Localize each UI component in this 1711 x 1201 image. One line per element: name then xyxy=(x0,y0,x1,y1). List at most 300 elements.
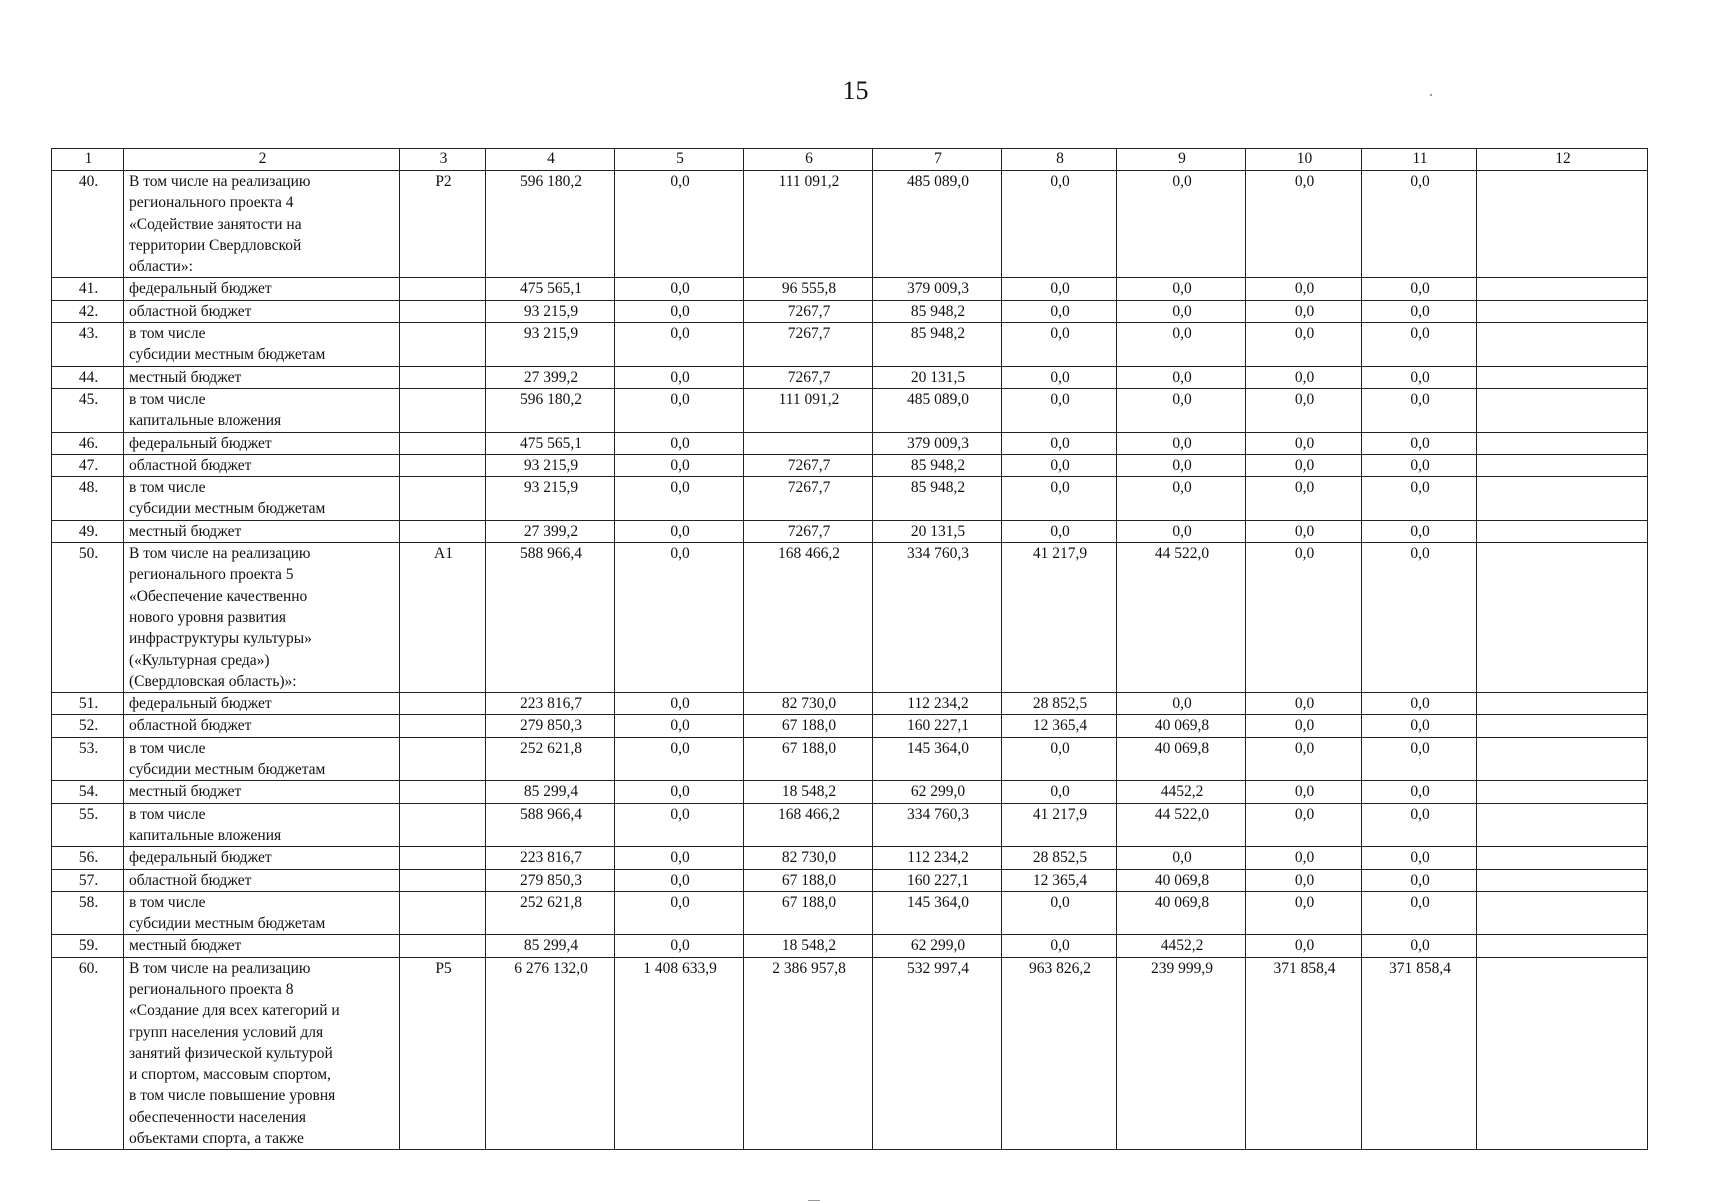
value-col-6: 18 548,2 xyxy=(744,935,873,957)
value-col-10: 0,0 xyxy=(1246,935,1362,957)
value-col-5: 0,0 xyxy=(615,869,744,891)
table-row xyxy=(52,388,1648,432)
value-col-10: 0,0 xyxy=(1246,891,1362,935)
row-code xyxy=(400,454,486,476)
table-row xyxy=(52,891,1648,935)
row-name-line: местный бюджет xyxy=(129,937,242,955)
row-name xyxy=(124,300,400,322)
header-cell: 6 xyxy=(744,149,873,171)
value-col-6: 67 188,0 xyxy=(744,715,873,737)
table-row xyxy=(52,543,1648,693)
value-col-10: 0,0 xyxy=(1246,388,1362,432)
row-code: Р2 xyxy=(400,171,486,278)
value-col-9: 0,0 xyxy=(1117,520,1246,542)
header-cell: 9 xyxy=(1117,149,1246,171)
row-code xyxy=(400,869,486,891)
value-col-12 xyxy=(1477,693,1648,715)
row-code xyxy=(400,737,486,781)
value-col-8: 0,0 xyxy=(1002,300,1117,322)
value-col-12 xyxy=(1477,957,1648,1150)
value-col-8: 0,0 xyxy=(1002,388,1117,432)
row-name-line: областной бюджет xyxy=(129,871,252,889)
row-number: 51. xyxy=(52,693,124,715)
row-name-line: местный бюджет xyxy=(129,522,242,540)
value-col-8: 0,0 xyxy=(1002,432,1117,454)
row-code xyxy=(400,477,486,521)
value-col-7: 160 227,1 xyxy=(873,715,1002,737)
value-col-6: 7267,7 xyxy=(744,477,873,521)
value-col-9: 0,0 xyxy=(1117,477,1246,521)
value-col-6: 82 730,0 xyxy=(744,693,873,715)
value-col-8: 0,0 xyxy=(1002,477,1117,521)
value-col-9: 0,0 xyxy=(1117,300,1246,322)
row-number: 50. xyxy=(52,543,124,693)
value-col-11: 371 858,4 xyxy=(1362,957,1477,1150)
value-col-10: 0,0 xyxy=(1246,323,1362,367)
value-col-7: 62 299,0 xyxy=(873,935,1002,957)
value-col-6: 67 188,0 xyxy=(744,891,873,935)
value-col-4: 475 565,1 xyxy=(486,432,615,454)
row-name-line: регионального проекта 4 xyxy=(129,194,294,212)
row-number: 52. xyxy=(52,715,124,737)
value-col-10: 0,0 xyxy=(1246,300,1362,322)
row-name-line: субсидии местным бюджетам xyxy=(129,346,326,364)
value-col-9: 40 069,8 xyxy=(1117,715,1246,737)
value-col-11: 0,0 xyxy=(1362,869,1477,891)
value-col-5: 0,0 xyxy=(615,543,744,693)
value-col-4: 475 565,1 xyxy=(486,278,615,300)
value-col-6: 96 555,8 xyxy=(744,278,873,300)
row-number: 43. xyxy=(52,323,124,367)
row-name xyxy=(124,737,400,781)
table-row xyxy=(52,935,1648,957)
value-col-11: 0,0 xyxy=(1362,693,1477,715)
value-col-6: 168 466,2 xyxy=(744,543,873,693)
row-name-line: территории Свердловской xyxy=(129,236,302,254)
row-name xyxy=(124,323,400,367)
row-name xyxy=(124,520,400,542)
value-col-7: 85 948,2 xyxy=(873,454,1002,476)
value-col-5: 0,0 xyxy=(615,477,744,521)
value-col-6 xyxy=(744,432,873,454)
table-row xyxy=(52,323,1648,367)
value-col-12 xyxy=(1477,715,1648,737)
row-code xyxy=(400,520,486,542)
table-body xyxy=(52,149,1648,1150)
value-col-4: 93 215,9 xyxy=(486,454,615,476)
value-col-8: 0,0 xyxy=(1002,323,1117,367)
row-name-line: («Культурная среда») xyxy=(129,651,270,669)
value-col-6: 7267,7 xyxy=(744,454,873,476)
value-col-11: 0,0 xyxy=(1362,366,1477,388)
value-col-7: 485 089,0 xyxy=(873,388,1002,432)
value-col-5: 0,0 xyxy=(615,171,744,278)
value-col-4: 93 215,9 xyxy=(486,300,615,322)
value-col-4: 279 850,3 xyxy=(486,869,615,891)
row-code xyxy=(400,432,486,454)
value-col-8: 0,0 xyxy=(1002,171,1117,278)
value-col-9: 0,0 xyxy=(1117,388,1246,432)
value-col-12 xyxy=(1477,935,1648,957)
value-col-8: 0,0 xyxy=(1002,891,1117,935)
value-col-12 xyxy=(1477,737,1648,781)
value-col-9: 0,0 xyxy=(1117,323,1246,367)
value-col-8: 0,0 xyxy=(1002,454,1117,476)
value-col-10: 0,0 xyxy=(1246,520,1362,542)
row-code xyxy=(400,693,486,715)
value-col-7: 379 009,3 xyxy=(873,278,1002,300)
row-name-line: В том числе на реализацию xyxy=(129,545,311,563)
value-col-11: 0,0 xyxy=(1362,300,1477,322)
value-col-12 xyxy=(1477,869,1648,891)
row-number: 59. xyxy=(52,935,124,957)
row-name-line: (Свердловская область)»: xyxy=(129,672,297,690)
table-row xyxy=(52,737,1648,781)
value-col-7: 334 760,3 xyxy=(873,543,1002,693)
value-col-11: 0,0 xyxy=(1362,781,1477,803)
value-col-12 xyxy=(1477,477,1648,521)
row-name-line: федеральный бюджет xyxy=(129,280,272,298)
budget-table xyxy=(51,148,1648,1150)
value-col-12 xyxy=(1477,520,1648,542)
value-col-9: 4452,2 xyxy=(1117,781,1246,803)
value-col-11: 0,0 xyxy=(1362,803,1477,847)
value-col-11: 0,0 xyxy=(1362,935,1477,957)
value-col-11: 0,0 xyxy=(1362,323,1477,367)
value-col-8: 0,0 xyxy=(1002,737,1117,781)
value-col-8: 0,0 xyxy=(1002,366,1117,388)
value-col-12 xyxy=(1477,803,1648,847)
value-col-12 xyxy=(1477,891,1648,935)
row-name-line: «Создание для всех категорий и xyxy=(129,1002,340,1020)
table-row xyxy=(52,477,1648,521)
value-col-9: 0,0 xyxy=(1117,366,1246,388)
value-col-7: 485 089,0 xyxy=(873,171,1002,278)
value-col-6: 7267,7 xyxy=(744,520,873,542)
value-col-10: 0,0 xyxy=(1246,869,1362,891)
value-col-11: 0,0 xyxy=(1362,171,1477,278)
row-name xyxy=(124,957,400,1150)
value-col-7: 85 948,2 xyxy=(873,300,1002,322)
table-row xyxy=(52,278,1648,300)
value-col-5: 0,0 xyxy=(615,278,744,300)
row-number: 58. xyxy=(52,891,124,935)
value-col-9: 0,0 xyxy=(1117,278,1246,300)
value-col-4: 93 215,9 xyxy=(486,323,615,367)
value-col-10: 371 858,4 xyxy=(1246,957,1362,1150)
value-col-6: 67 188,0 xyxy=(744,737,873,781)
value-col-4: 252 621,8 xyxy=(486,737,615,781)
header-cell: 8 xyxy=(1002,149,1117,171)
value-col-9: 4452,2 xyxy=(1117,935,1246,957)
row-number: 40. xyxy=(52,171,124,278)
row-name xyxy=(124,278,400,300)
value-col-9: 40 069,8 xyxy=(1117,737,1246,781)
row-code xyxy=(400,715,486,737)
row-name xyxy=(124,803,400,847)
value-col-4: 27 399,2 xyxy=(486,520,615,542)
value-col-11: 0,0 xyxy=(1362,477,1477,521)
value-col-7: 62 299,0 xyxy=(873,781,1002,803)
row-name-line: инфраструктуры культуры» xyxy=(129,630,312,648)
value-col-10: 0,0 xyxy=(1246,454,1362,476)
value-col-11: 0,0 xyxy=(1362,454,1477,476)
value-col-6: 18 548,2 xyxy=(744,781,873,803)
row-name-line: нового уровня развития xyxy=(129,608,287,626)
value-col-11: 0,0 xyxy=(1362,715,1477,737)
value-col-6: 168 466,2 xyxy=(744,803,873,847)
header-cell: 11 xyxy=(1362,149,1477,171)
row-name xyxy=(124,388,400,432)
value-col-5: 0,0 xyxy=(615,432,744,454)
value-col-9: 40 069,8 xyxy=(1117,891,1246,935)
value-col-7: 85 948,2 xyxy=(873,323,1002,367)
value-col-10: 0,0 xyxy=(1246,781,1362,803)
value-col-7: 85 948,2 xyxy=(873,477,1002,521)
row-name-line: субсидии местным бюджетам xyxy=(129,761,326,779)
row-number: 55. xyxy=(52,803,124,847)
value-col-12 xyxy=(1477,454,1648,476)
value-col-11: 0,0 xyxy=(1362,891,1477,935)
value-col-11: 0,0 xyxy=(1362,278,1477,300)
table-row xyxy=(52,803,1648,847)
value-col-7: 20 131,5 xyxy=(873,520,1002,542)
value-col-5: 0,0 xyxy=(615,520,744,542)
row-name xyxy=(124,693,400,715)
row-name-line: объектами спорта, а также xyxy=(129,1130,304,1148)
row-code xyxy=(400,891,486,935)
value-col-8: 963 826,2 xyxy=(1002,957,1117,1150)
value-col-5: 0,0 xyxy=(615,323,744,367)
value-col-8: 28 852,5 xyxy=(1002,693,1117,715)
table-row xyxy=(52,171,1648,278)
value-col-10: 0,0 xyxy=(1246,803,1362,847)
value-col-12 xyxy=(1477,432,1648,454)
header-cell: 7 xyxy=(873,149,1002,171)
value-col-5: 0,0 xyxy=(615,366,744,388)
row-code: А1 xyxy=(400,543,486,693)
value-col-5: 0,0 xyxy=(615,715,744,737)
row-name xyxy=(124,847,400,869)
value-col-5: 0,0 xyxy=(615,781,744,803)
value-col-10: 0,0 xyxy=(1246,715,1362,737)
value-col-8: 41 217,9 xyxy=(1002,543,1117,693)
value-col-9: 0,0 xyxy=(1117,171,1246,278)
value-col-8: 41 217,9 xyxy=(1002,803,1117,847)
row-name xyxy=(124,891,400,935)
value-col-11: 0,0 xyxy=(1362,432,1477,454)
value-col-6: 111 091,2 xyxy=(744,171,873,278)
value-col-4: 93 215,9 xyxy=(486,477,615,521)
row-name-line: местный бюджет xyxy=(129,368,242,386)
row-name-line: областной бюджет xyxy=(129,302,252,320)
row-name-line: области»: xyxy=(129,258,193,276)
row-name-line: капитальные вложения xyxy=(129,412,282,430)
row-code xyxy=(400,803,486,847)
row-code xyxy=(400,323,486,367)
row-code xyxy=(400,388,486,432)
row-name-line: занятий физической культурой xyxy=(129,1044,333,1062)
row-number: 41. xyxy=(52,278,124,300)
row-name-line: В том числе на реализацию xyxy=(129,959,311,977)
value-col-9: 44 522,0 xyxy=(1117,543,1246,693)
row-number: 56. xyxy=(52,847,124,869)
value-col-8: 12 365,4 xyxy=(1002,715,1117,737)
value-col-7: 334 760,3 xyxy=(873,803,1002,847)
value-col-4: 596 180,2 xyxy=(486,171,615,278)
row-name-line: капитальные вложения xyxy=(129,826,282,844)
table-row xyxy=(52,957,1648,1150)
row-name xyxy=(124,171,400,278)
value-col-8: 28 852,5 xyxy=(1002,847,1117,869)
row-code: Р5 xyxy=(400,957,486,1150)
row-code xyxy=(400,300,486,322)
value-col-10: 0,0 xyxy=(1246,366,1362,388)
value-col-12 xyxy=(1477,366,1648,388)
value-col-10: 0,0 xyxy=(1246,543,1362,693)
value-col-4: 85 299,4 xyxy=(486,781,615,803)
value-col-5: 0,0 xyxy=(615,693,744,715)
table-header-row xyxy=(52,149,1648,171)
value-col-6: 111 091,2 xyxy=(744,388,873,432)
value-col-7: 532 997,4 xyxy=(873,957,1002,1150)
row-name-line: в том числе xyxy=(129,805,206,823)
row-number: 44. xyxy=(52,366,124,388)
header-cell: 3 xyxy=(400,149,486,171)
value-col-7: 379 009,3 xyxy=(873,432,1002,454)
row-name-line: в том числе xyxy=(129,325,206,343)
value-col-9: 0,0 xyxy=(1117,693,1246,715)
value-col-6: 7267,7 xyxy=(744,300,873,322)
value-col-8: 0,0 xyxy=(1002,781,1117,803)
row-name xyxy=(124,477,400,521)
value-col-5: 0,0 xyxy=(615,803,744,847)
value-col-4: 588 966,4 xyxy=(486,543,615,693)
table-row xyxy=(52,715,1648,737)
header-cell: 5 xyxy=(615,149,744,171)
value-col-9: 239 999,9 xyxy=(1117,957,1246,1150)
row-name xyxy=(124,432,400,454)
row-name-line: областной бюджет xyxy=(129,456,252,474)
row-code xyxy=(400,847,486,869)
row-code xyxy=(400,935,486,957)
table-row xyxy=(52,693,1648,715)
row-name-line: «Обеспечение качественно xyxy=(129,587,308,605)
row-name-line: субсидии местным бюджетам xyxy=(129,500,326,518)
header-cell: 10 xyxy=(1246,149,1362,171)
value-col-4: 85 299,4 xyxy=(486,935,615,957)
row-name xyxy=(124,543,400,693)
value-col-10: 0,0 xyxy=(1246,737,1362,781)
row-number: 47. xyxy=(52,454,124,476)
table-row xyxy=(52,300,1648,322)
row-name-line: обеспеченности населения xyxy=(129,1108,307,1126)
row-code xyxy=(400,366,486,388)
value-col-4: 279 850,3 xyxy=(486,715,615,737)
row-name-line: в том числе xyxy=(129,479,206,497)
row-name-line: субсидии местным бюджетам xyxy=(129,915,326,933)
row-number: 54. xyxy=(52,781,124,803)
value-col-9: 40 069,8 xyxy=(1117,869,1246,891)
row-number: 60. xyxy=(52,957,124,1150)
value-col-11: 0,0 xyxy=(1362,737,1477,781)
value-col-6: 7267,7 xyxy=(744,323,873,367)
table-row xyxy=(52,454,1648,476)
value-col-5: 0,0 xyxy=(615,300,744,322)
table-row xyxy=(52,781,1648,803)
row-code xyxy=(400,781,486,803)
value-col-11: 0,0 xyxy=(1362,388,1477,432)
value-col-7: 112 234,2 xyxy=(873,693,1002,715)
header-cell: 12 xyxy=(1477,149,1648,171)
row-number: 53. xyxy=(52,737,124,781)
value-col-6: 67 188,0 xyxy=(744,869,873,891)
value-col-12 xyxy=(1477,543,1648,693)
row-name-line: регионального проекта 5 xyxy=(129,566,294,584)
value-col-9: 44 522,0 xyxy=(1117,803,1246,847)
value-col-10: 0,0 xyxy=(1246,477,1362,521)
value-col-10: 0,0 xyxy=(1246,171,1362,278)
value-col-8: 0,0 xyxy=(1002,278,1117,300)
header-cell: 2 xyxy=(124,149,400,171)
row-name-line: федеральный бюджет xyxy=(129,849,272,867)
value-col-5: 0,0 xyxy=(615,847,744,869)
value-col-10: 0,0 xyxy=(1246,693,1362,715)
value-col-5: 0,0 xyxy=(615,891,744,935)
value-col-7: 145 364,0 xyxy=(873,737,1002,781)
value-col-5: 0,0 xyxy=(615,388,744,432)
value-col-5: 0,0 xyxy=(615,737,744,781)
value-col-6: 2 386 957,8 xyxy=(744,957,873,1150)
table-row xyxy=(52,869,1648,891)
row-name xyxy=(124,454,400,476)
row-name-line: «Содействие занятости на xyxy=(129,215,302,233)
row-name xyxy=(124,869,400,891)
value-col-11: 0,0 xyxy=(1362,520,1477,542)
row-name-line: федеральный бюджет xyxy=(129,695,272,713)
row-name-line: в том числе xyxy=(129,390,206,408)
value-col-12 xyxy=(1477,171,1648,278)
value-col-4: 223 816,7 xyxy=(486,847,615,869)
value-col-4: 596 180,2 xyxy=(486,388,615,432)
value-col-9: 0,0 xyxy=(1117,454,1246,476)
value-col-7: 112 234,2 xyxy=(873,847,1002,869)
page-number: 15 xyxy=(842,76,869,105)
value-col-5: 0,0 xyxy=(615,935,744,957)
row-name-line: федеральный бюджет xyxy=(129,434,272,452)
value-col-12 xyxy=(1477,847,1648,869)
row-name xyxy=(124,715,400,737)
header-cell: 4 xyxy=(486,149,615,171)
value-col-12 xyxy=(1477,300,1648,322)
row-number: 57. xyxy=(52,869,124,891)
value-col-10: 0,0 xyxy=(1246,432,1362,454)
row-name-line: в том числе xyxy=(129,739,206,757)
value-col-7: 20 131,5 xyxy=(873,366,1002,388)
value-col-8: 0,0 xyxy=(1002,935,1117,957)
value-col-4: 252 621,8 xyxy=(486,891,615,935)
value-col-12 xyxy=(1477,388,1648,432)
value-col-10: 0,0 xyxy=(1246,847,1362,869)
value-col-4: 27 399,2 xyxy=(486,366,615,388)
value-col-5: 1 408 633,9 xyxy=(615,957,744,1150)
value-col-4: 223 816,7 xyxy=(486,693,615,715)
row-number: 42. xyxy=(52,300,124,322)
value-col-9: 0,0 xyxy=(1117,432,1246,454)
value-col-7: 160 227,1 xyxy=(873,869,1002,891)
value-col-9: 0,0 xyxy=(1117,847,1246,869)
value-col-10: 0,0 xyxy=(1246,278,1362,300)
